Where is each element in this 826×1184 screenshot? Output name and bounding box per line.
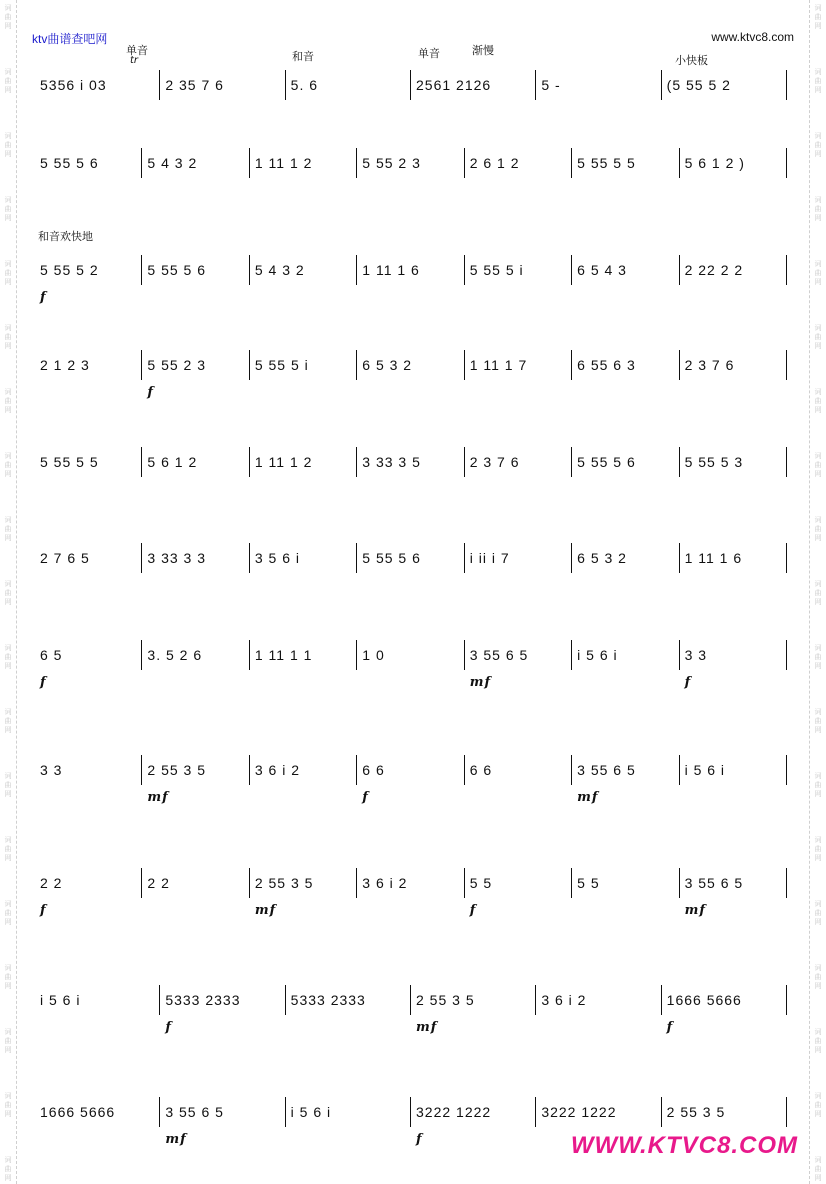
measure-notes: 2 7 6 5 [40,550,90,566]
measure [143,868,248,898]
measure-notes: 2 6 1 2 [469,155,520,171]
bar-line [464,148,465,178]
measure [466,755,571,785]
measure-notes: 5 55 5 2 [40,262,99,278]
measure [143,640,248,670]
dynamic-marking: mf [684,903,706,918]
bar-line [786,1097,787,1127]
margin-watermark: 词 曲 网 [814,900,822,926]
bar-line [249,543,250,573]
dynamic-marking: mf [165,1132,187,1147]
score-row [36,868,788,918]
bar-line [571,868,572,898]
dynamic-marking: mf [147,790,169,805]
margin-watermark: 词 曲 网 [4,4,12,30]
measure [36,543,141,573]
margin-watermark: 词 曲 网 [4,516,12,542]
margin-watermark: 词 曲 网 [814,516,822,542]
bar-line [356,350,357,380]
margin-watermark: 词 曲 网 [4,580,12,606]
measure-notes: 2 55 3 5 [666,1104,726,1120]
margin-watermark: 词 曲 网 [4,388,12,414]
bar-line [356,755,357,785]
margin-watermark: 词 曲 网 [814,964,822,990]
margin-watermark: 词 曲 网 [4,708,12,734]
measure [358,755,463,805]
bar-line [356,868,357,898]
bar-line [571,350,572,380]
measure [573,350,678,380]
measure [681,640,786,690]
bar-line [786,148,787,178]
margin-watermark: 词 曲 网 [4,68,12,94]
measure-notes: 5356 i 03 [40,77,107,93]
margin-watermark: 词 曲 网 [4,324,12,350]
measure-notes: i 5 6 i [577,647,618,663]
annotation-trill: tr [130,55,139,66]
measure-notes: 3 6 i 2 [254,762,300,778]
score-row [36,755,788,805]
measure [573,543,678,573]
measure-notes: 3222 1222 [416,1104,492,1120]
margin-watermark: 词 曲 网 [814,260,822,286]
bar-line [535,985,536,1015]
measure-notes: 1 11 1 2 [254,454,313,470]
bar-line [141,755,142,785]
bar-line [786,640,787,670]
right-margin-strip [809,0,826,1184]
margin-watermark: 词 曲 网 [4,196,12,222]
measure [251,255,356,285]
score-row [36,985,788,1035]
measure-notes: 6 5 3 2 [577,550,627,566]
left-margin-strip [0,0,17,1184]
bar-line [679,543,680,573]
site-url: www.ktvc8.com [711,30,794,44]
margin-watermark: 词 曲 网 [814,1156,822,1182]
bar-line [661,985,662,1015]
bar-line [249,755,250,785]
measure [412,985,535,1035]
bar-line [249,255,250,285]
dynamic-marking: mf [577,790,599,805]
measure [412,1097,535,1147]
measure [466,255,571,285]
measure [251,148,356,178]
measure-notes: 3 55 6 5 [469,647,529,663]
bar-line [679,255,680,285]
measure [36,447,141,477]
measure-notes: 1666 5666 [40,1104,116,1120]
measure [287,985,410,1015]
measure-notes: 1 0 [362,647,385,663]
measure-notes: (5 55 5 2 [666,77,731,93]
measure [681,148,786,178]
measure-notes: i 5 6 i [40,992,81,1008]
score-row [36,447,788,497]
measure [36,640,141,690]
bar-line [571,543,572,573]
measure [537,70,660,100]
bar-line [786,868,787,898]
measure-notes: 2 55 3 5 [254,875,314,891]
measure [466,350,571,380]
bar-line [786,985,787,1015]
bar-line [141,640,142,670]
measure [251,755,356,785]
margin-watermark: 词 曲 网 [4,452,12,478]
measure-notes: 3 5 6 i [254,550,300,566]
measure-notes: 2 3 7 6 [469,454,520,470]
dynamic-marking: mf [254,903,277,918]
measure-notes: 3222 1222 [541,1104,617,1120]
measure-notes: 5 6 1 2 [147,454,198,470]
bar-line [679,447,680,477]
measure [36,70,159,100]
measure-notes: 5 55 5 5 [40,454,99,470]
score-row [36,640,788,690]
measure-notes: i 5 6 i [290,1104,332,1120]
measure-notes: 2561 2126 [416,77,492,93]
measure-notes: 3. 5 2 6 [147,647,203,663]
bar-line [141,350,142,380]
bar-line [786,447,787,477]
measure [573,868,678,898]
bar-line [356,447,357,477]
bar-line [464,640,465,670]
margin-watermark: 词 曲 网 [814,68,822,94]
bar-line [679,148,680,178]
measure-notes: 5 55 2 3 [147,357,207,373]
measure [663,1097,786,1127]
bar-line [356,640,357,670]
measure [287,1097,410,1127]
measure [681,447,786,477]
measure-notes: 5. 6 [290,77,319,93]
bar-line [786,70,787,100]
measure [358,447,463,477]
margin-watermark: 词 曲 网 [814,452,822,478]
measure [358,640,463,670]
bar-line [786,543,787,573]
bar-line [786,350,787,380]
measure [412,70,535,100]
measure [143,543,248,573]
measure [161,70,284,100]
bar-line [141,447,142,477]
bar-line [249,868,250,898]
measure [36,350,141,380]
annotation-heyin-huankuai: 和音欢快地 [38,230,93,243]
dynamic-marking: f [165,1020,172,1035]
measure [663,70,786,100]
measure [681,868,786,918]
measure [36,148,141,178]
measure-notes: 2 22 2 2 [684,262,744,278]
measure [466,447,571,477]
measure [358,868,463,898]
measure [358,350,463,380]
bar-line [141,868,142,898]
measure [36,868,141,918]
dynamic-marking: f [469,903,477,918]
measure-notes: 1 11 1 2 [254,155,313,171]
measure-notes: 1 11 1 7 [469,357,528,373]
bar-line [464,543,465,573]
measure [681,755,786,785]
bar-line [535,1097,536,1127]
measure-notes: 1 11 1 6 [684,550,743,566]
measure-notes: 5 4 3 2 [147,155,198,171]
annotation-danyin-1: 单音 [126,44,148,57]
margin-watermark: 词 曲 网 [4,964,12,990]
measure [251,640,356,670]
dynamic-marking: f [147,385,155,400]
measure [537,985,660,1015]
measure-notes: 5 5 [469,875,493,891]
measure-notes: 6 6 [469,762,493,778]
margin-watermark: 词 曲 网 [814,4,822,30]
measure-notes: 6 5 4 3 [577,262,627,278]
margin-watermark: 词 曲 网 [4,836,12,862]
measure-notes: 5 5 [577,875,600,891]
bar-line [679,640,680,670]
bar-line [159,70,160,100]
measure [36,1097,159,1127]
bar-line [464,447,465,477]
bar-line [571,447,572,477]
measure-notes: 5 55 5 i [254,357,309,373]
margin-watermark: 词 曲 网 [814,132,822,158]
bar-line [410,70,411,100]
measure-notes: 3 6 i 2 [362,875,408,891]
site-title: ktv曲谱查吧网 [32,32,108,46]
bar-line [159,985,160,1015]
margin-watermark: 词 曲 网 [814,388,822,414]
measure-notes: 5 - [541,77,561,93]
measure [161,985,284,1035]
measure-notes: 5 55 5 5 [577,155,636,171]
margin-watermark: 词 曲 网 [814,644,822,670]
measure-notes: 2 3 7 6 [684,357,735,373]
bar-line [786,255,787,285]
bar-line [679,868,680,898]
bar-line [464,755,465,785]
measure [358,543,463,573]
measure [36,985,159,1015]
measure [251,543,356,573]
dynamic-marking: f [40,675,47,690]
measure-notes: 2 55 3 5 [416,992,475,1008]
measure [573,447,678,477]
measure-notes: 6 5 [40,647,63,663]
measure-notes: 5 55 5 i [469,262,524,278]
measure-notes: 3 3 [40,762,63,778]
score-row [36,148,788,198]
measure-notes: 5 6 1 2 ) [684,155,745,171]
measure-notes: 5333 2333 [290,992,366,1008]
measure [251,350,356,380]
annotation-xiaokuaiban: 小快板 [675,54,708,67]
measure-notes: 3 33 3 3 [147,550,207,566]
bar-line [571,640,572,670]
score-row [36,70,788,120]
annotation-heyin-1: 和音 [292,50,314,63]
measure-notes: 3 3 [684,647,708,663]
bar-line [141,255,142,285]
bar-line [285,70,286,100]
measure-notes: 3 55 6 5 [165,1104,224,1120]
measure [681,350,786,380]
bar-line [679,755,680,785]
bar-line [661,70,662,100]
margin-watermark: 词 曲 网 [4,1092,12,1118]
bar-line [141,543,142,573]
measure [251,447,356,477]
margin-watermark: 词 曲 网 [4,772,12,798]
bar-line [159,1097,160,1127]
measure [537,1097,660,1127]
measure [36,255,141,305]
measure [681,255,786,285]
dynamic-marking: f [416,1132,423,1147]
annotation-jianman: 渐慢 [472,44,494,57]
measure [143,447,248,477]
margin-watermark: 词 曲 网 [814,708,822,734]
bar-line [356,255,357,285]
measure-notes: 6 5 3 2 [362,357,413,373]
measure-notes: 3 55 6 5 [577,762,636,778]
bar-line [410,1097,411,1127]
measure-notes: 1666 5666 [666,992,742,1008]
measure [143,350,248,400]
measure-notes: 5 55 5 6 [40,155,99,171]
margin-watermark: 词 曲 网 [814,772,822,798]
measure [573,755,678,805]
measure [466,543,571,573]
measure-notes: 5333 2333 [165,992,241,1008]
measure [681,543,786,573]
bar-line [410,985,411,1015]
bar-line [249,447,250,477]
measure [358,255,463,285]
bar-line [356,148,357,178]
dynamic-marking: mf [416,1020,438,1035]
bar-line [285,1097,286,1127]
bar-line [571,148,572,178]
measure-notes: 1 11 1 6 [362,262,420,278]
bar-line [249,640,250,670]
measure-notes: 2 2 [147,875,170,891]
measure-notes: 6 55 6 3 [577,357,636,373]
bar-line [356,543,357,573]
bar-line [249,148,250,178]
bar-line [535,70,536,100]
bar-line [285,985,286,1015]
margin-watermark: 词 曲 网 [4,644,12,670]
measure-notes: 5 55 5 6 [147,262,207,278]
bar-line [571,755,572,785]
bar-line [464,255,465,285]
bar-line [464,868,465,898]
measure-notes: 2 35 7 6 [165,77,224,93]
margin-watermark: 词 曲 网 [4,1028,12,1054]
bar-line [571,255,572,285]
measure [663,985,786,1035]
bar-line [249,350,250,380]
dynamic-marking: f [666,1020,674,1035]
measure [466,640,571,690]
measure [287,70,410,100]
score-row [36,543,788,593]
measure [143,755,248,805]
margin-watermark: 词 曲 网 [814,1028,822,1054]
margin-watermark: 词 曲 网 [814,580,822,606]
measure-notes: i ii i 7 [469,550,510,566]
measure-notes: 3 6 i 2 [541,992,587,1008]
margin-watermark: 词 曲 网 [814,836,822,862]
measure [573,148,678,178]
measure-notes: i 5 6 i [684,762,726,778]
bar-line [661,1097,662,1127]
margin-watermark: 词 曲 网 [4,1156,12,1182]
measure-notes: 5 55 5 3 [684,454,744,470]
dynamic-marking: f [40,903,47,918]
dynamic-marking: f [362,790,369,805]
bar-line [679,350,680,380]
margin-watermark: 词 曲 网 [4,132,12,158]
measure-notes: 2 55 3 5 [147,762,207,778]
measure-notes: 5 4 3 2 [254,262,305,278]
measure [36,755,141,785]
measure-notes: 5 55 5 6 [362,550,421,566]
score-row [36,255,788,305]
measure-notes: 3 33 3 5 [362,454,421,470]
measure-notes: 6 6 [362,762,385,778]
measure-notes: 1 11 1 1 [254,647,313,663]
score-row [36,350,788,400]
measure-notes: 5 55 2 3 [362,155,421,171]
margin-watermark: 词 曲 网 [814,196,822,222]
measure-notes: 3 55 6 5 [684,875,744,891]
dynamic-marking: mf [469,675,492,690]
measure [573,255,678,285]
footer-logo: WWW.KTVC8.COM [570,1132,798,1159]
dynamic-marking: f [40,290,47,305]
bar-line [786,755,787,785]
annotation-danyin-2: 单音 [418,47,440,60]
dynamic-marking: f [684,675,692,690]
measure-notes: 2 2 [40,875,63,891]
margin-watermark: 词 曲 网 [4,260,12,286]
margin-watermark: 词 曲 网 [4,900,12,926]
measure [466,868,571,918]
measure [143,255,248,285]
measure [358,148,463,178]
margin-watermark: 词 曲 网 [814,324,822,350]
bar-line [141,148,142,178]
measure [251,868,356,918]
measure [466,148,571,178]
measure-notes: 2 1 2 3 [40,357,90,373]
margin-watermark: 词 曲 网 [814,1092,822,1118]
bar-line [464,350,465,380]
measure-notes: 5 55 5 6 [577,454,636,470]
measure [573,640,678,670]
measure [161,1097,284,1147]
measure [143,148,248,178]
